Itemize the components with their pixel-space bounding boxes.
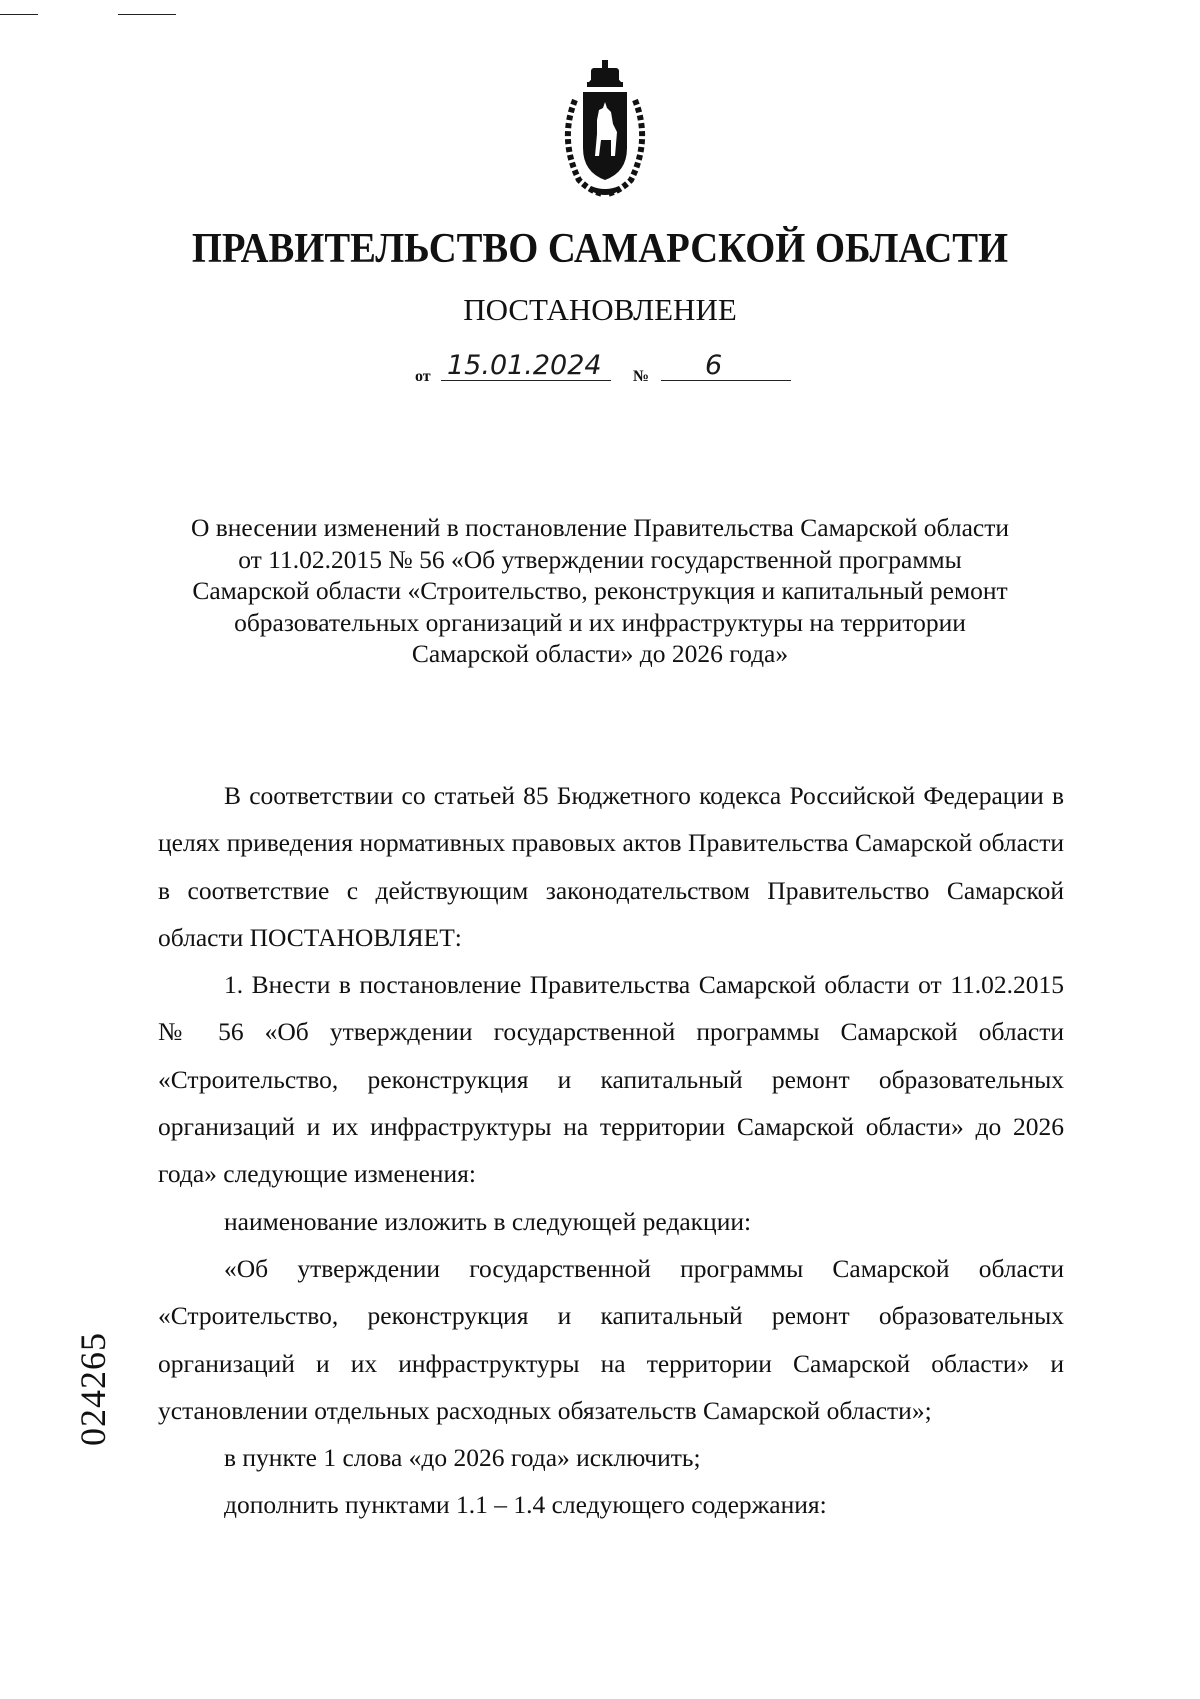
body-paragraph: 1. Внести в постановление Правительства Самарской области от 11.02.2015 № 56 «Об утверждении государственной программы Самарской области «Строительство, реконструкция и капитальный ремонт образовательных организаций и их инфраструктуры на территории Самарской области» до 2026 года» следующие изменения: [158, 970, 1064, 1189]
scan-line-top [118, 14, 176, 15]
subject-line: образовательных организаций и их инфраструктуры на территории [234, 607, 966, 637]
date-number-line [415, 350, 805, 390]
coat-of-arms-emblem [545, 60, 665, 200]
date-prefix: от [415, 368, 431, 385]
document-body [158, 772, 1064, 1529]
subject-line: О внесении изменений в постановление Правительства Самарской области [190, 513, 1010, 542]
body-paragraph: дополнить пунктами 1.1 – 1.4 следующего содержания: [224, 1490, 827, 1520]
subject-line: Самарской области «Строительство, реконструкция и капитальный ремонт [192, 576, 1008, 605]
body-paragraph: в пункте 1 слова «до 2026 года» исключить; [224, 1443, 701, 1473]
body-paragraph: В соответствии со статьей 85 Бюджетного кодекса Российской Федерации в целях приведения нормативных правовых актов Правительства Самарской области в соответствие с действующим законодательством Правительство Самарской области ПОСТАНОВЛЯЕТ: [158, 781, 1064, 952]
body-paragraph: наименование изложить в следующей редакции: [224, 1206, 752, 1236]
body-paragraph: «Об утверждении государственной программы Самарской области «Строительство, реконструкция и капитальный ремонт образовательных организаций и их инфраструктуры на территории Самарской области» и установлении отдельных расходных обязательств Самарской области»; [158, 1253, 1064, 1425]
organization-title: ПРАВИТЕЛЬСТВО САМАРСКОЙ ОБЛАСТИ [191, 226, 1009, 272]
scan-line-top-left [0, 14, 38, 15]
document-type: ПОСТАНОВЛЕНИЕ [463, 292, 737, 327]
number-underline [661, 380, 791, 381]
date-handwritten: 15.01.2024 [447, 350, 602, 381]
number-prefix: № [633, 368, 650, 385]
margin-serial-number: 024265 [73, 1332, 113, 1446]
document-subject [130, 512, 1070, 670]
number-handwritten: 6 [705, 350, 723, 381]
subject-line: Самарской области» до 2026 года» [411, 639, 789, 668]
subject-line: от 11.02.2015 № 56 «Об утверждении государственной программы [238, 544, 962, 574]
